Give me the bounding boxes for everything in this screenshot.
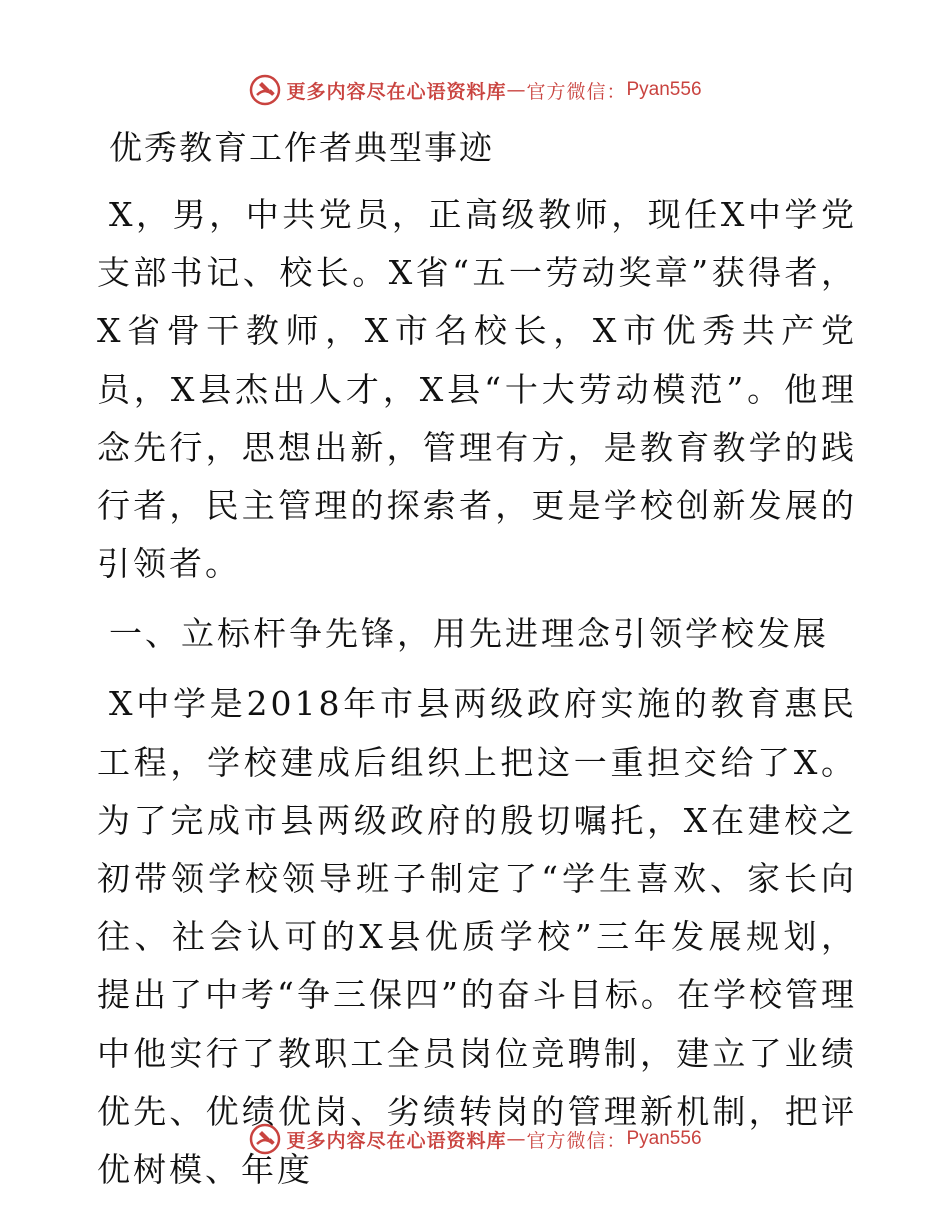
watermark-account: Pyan556: [626, 1128, 702, 1149]
watermark-sub-text: 官方微信：: [526, 80, 627, 103]
footer-watermark: [0, 1119, 950, 1159]
watermark-main-text: 更多内容尽在心语资料库: [286, 80, 507, 103]
document-body: [97, 120, 857, 1211]
watermark-account: Pyan556: [626, 79, 702, 100]
intro-paragraph: X，男，中共党员，正高级教师，现任X中学党支部书记、校长。X省“五一劳动奖章”获得者，X省骨干教师，X市名校长，X市优秀共产党员，X县杰出人才，X县“十大劳动模范”。他理念先行，思想出新，管理有方，是教育教学的践行者，民主管理的探索者，更是学校创新发展的引领者。: [97, 195, 857, 584]
watermark-separator: —: [506, 1128, 527, 1150]
section-heading: 一、立标杆争先锋，用先进理念引领学校发展: [109, 614, 829, 654]
document-title: 优秀教育工作者典型事迹: [109, 128, 494, 167]
book-pen-logo-icon: [248, 1122, 282, 1156]
book-pen-logo-icon: [248, 73, 282, 107]
watermark-separator: —: [506, 79, 527, 101]
watermark-main-text: 更多内容尽在心语资料库: [286, 1129, 507, 1152]
section-paragraph: X中学是2018年市县两级政府实施的教育惠民工程，学校建成后组织上把这一重担交给了X。为了完成市县两级政府的殷切嘱托，X在建校之初带领学校领导班子制定了“学生喜欢、家长向往、社会认可的X县优质学校”三年发展规划，提出了中考“争三保四”的奋斗目标。在学校管理中他实行了教职工全员岗位竞聘制，建立了业绩优先、优绩优岗、劣绩转岗的管理新机制，把评优树模、年度: [97, 684, 857, 1190]
header-watermark: [0, 70, 950, 110]
watermark-sub-text: 官方微信：: [526, 1129, 627, 1152]
